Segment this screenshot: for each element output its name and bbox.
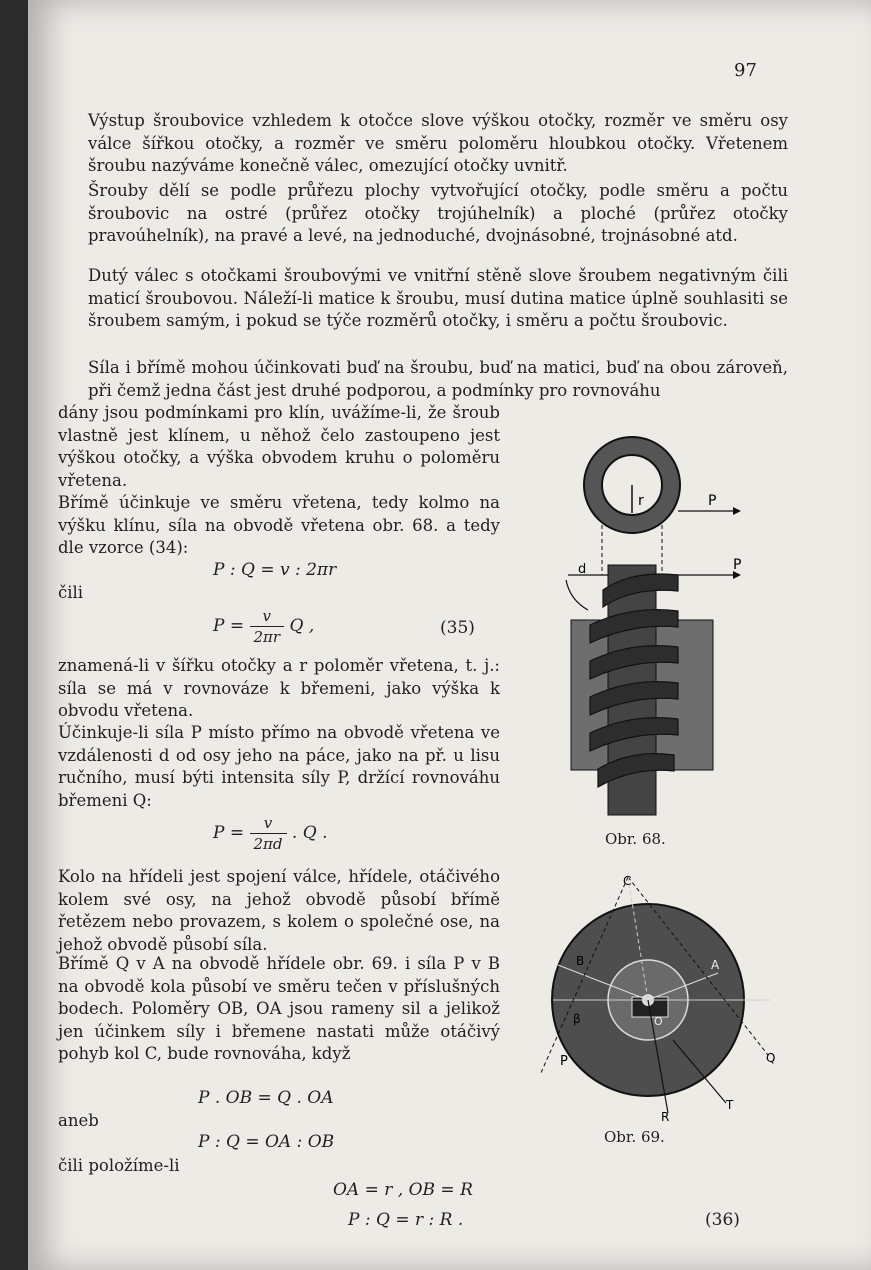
label-C: C [623, 874, 632, 888]
paragraph-force-load-intro: Síla i břímě mohou účinkovati buď na šroubu, buď na matici, buď na obou zároveň, při čemž jedna část jest druhé podporou, a podmínky pro rovnováhu [88, 358, 788, 400]
fraction-v-over-2pid: $\frac{v}{2\pi d}$ [250, 813, 287, 854]
label-P-mid: P [733, 557, 742, 573]
word-cili: čili [58, 583, 84, 602]
word-aneb: aneb [58, 1111, 99, 1130]
paragraph-lever-force: Účinkuje-li síla P místo přímo na obvodě vřetena ve vzdálenosti d od osy jeho na páce, jako na př. u lisu ručního, musí býti intensita síly P, držící rovnováhu břemeni Q: [58, 723, 500, 810]
formula-lever: P = $\frac{v}{2\pi d}$ . Q . [213, 814, 328, 853]
book-page [28, 0, 871, 1270]
formula-35: P = $\frac{v}{2\pi r}$ Q , [213, 607, 315, 646]
label-P-top: P [708, 493, 717, 509]
label-beta: β [573, 1012, 581, 1026]
label-B: B [576, 954, 585, 968]
formula-moments: P . OB = Q . OA [198, 1088, 334, 1108]
phrase-cili-polozime: čili položíme-li [58, 1156, 180, 1175]
label-O: O [654, 1015, 663, 1028]
equation-number-36: (36) [705, 1210, 740, 1230]
paragraph-wheel-axle: Kolo na hřídeli jest spojení válce, hřídele, otáčivého kolem své osy, na jehož obvodě působí břímě řetězem nebo provazem, s kolem o společné ose, na jehož obvodě působí síla. [58, 867, 500, 954]
paragraph-load-direction: Břímě účinkuje ve směru vřetena, tedy kolmo na výšku klínu, síla na obvodě vřetena obr. 68. a tedy dle vzorce (34): [58, 493, 500, 557]
caption-fig-69: Obr. 69. [604, 1128, 665, 1146]
equation-number-35: (35) [440, 618, 475, 638]
paragraph-thread-pitch: Výstup šroubovice vzhledem k otočce slove výškou otočky, rozměr ve směru osy válce šířkou otočky, a rozměr ve směru poloměru hloubkou otočky. Vřetenem šroubu nazýváme konečně válec, omezující otočky uvnitř. [88, 111, 788, 175]
label-A: A [711, 958, 720, 972]
label-d: d [578, 562, 587, 577]
paragraph-nut: Dutý válec s otočkami šroubovými ve vnitřní stěně slove šroubem negativným čili maticí šroubovou. Náleží-li matice k šroubu, musí dutina matice úplně souhlasiti se šroubem samým, i pokud se týče rozměrů otočky, i směru a počtu šroubovic. [88, 266, 788, 330]
label-r: r [638, 493, 644, 509]
formula-ratio-radii: P : Q = OA : OB [198, 1132, 335, 1152]
fraction-v-over-2pir: $\frac{v}{2\pi r}$ [250, 606, 285, 647]
paragraph-wheel-forces: Břímě Q v A na obvodě hřídele obr. 69. i síla P v B na obvodě kola působí ve směru tečen v příslušných bodech. Poloměry OB, OA jsou rameny sil a jelikož jen účinkem síly i břemene nastati může otáčivý pohyb kol C, bude rovnováha, když [58, 954, 500, 1063]
formula-p-q-ratio: P : Q = v : 2πr [213, 560, 337, 580]
label-T: T [726, 1098, 734, 1112]
label-P: P [560, 1054, 568, 1069]
page-number: 97 [734, 60, 757, 81]
figure-68-screw [528, 425, 758, 825]
paragraph-wedge-analogy: dány jsou podmínkami pro klín, uvážíme-li, že šroub vlastně jest klínem, u něhož čelo zastoupeno jest výškou otočky, a výška obvodem kruhu o poloměru vřetena. [58, 403, 500, 490]
label-alpha: α [748, 1002, 756, 1016]
formula-36: P : Q = r : R . [348, 1210, 464, 1230]
paragraph-screw-classification: Šrouby dělí se podle průřezu plochy vytvořující otočky, podle směru a počtu šroubovic na ostré (průřez otočky trojúhelník) a ploché (průřez otočky pravoúhelník), na pravé a levé, na jednoduché, dvojnásobné, trojnásobné atd. [88, 181, 788, 245]
label-Q: Q [766, 1051, 776, 1065]
caption-fig-68: Obr. 68. [605, 830, 666, 848]
paragraph-meaning: znamená-li v šířku otočky a r poloměr vřetena, t. j.: síla se má v rovnováze k břemeni, jako výška k obvodu vřetena. [58, 656, 500, 720]
label-R: R [661, 1110, 670, 1124]
figure-69-wheel-axle [508, 865, 788, 1130]
formula-radii-def: OA = r , OB = R [333, 1180, 473, 1200]
